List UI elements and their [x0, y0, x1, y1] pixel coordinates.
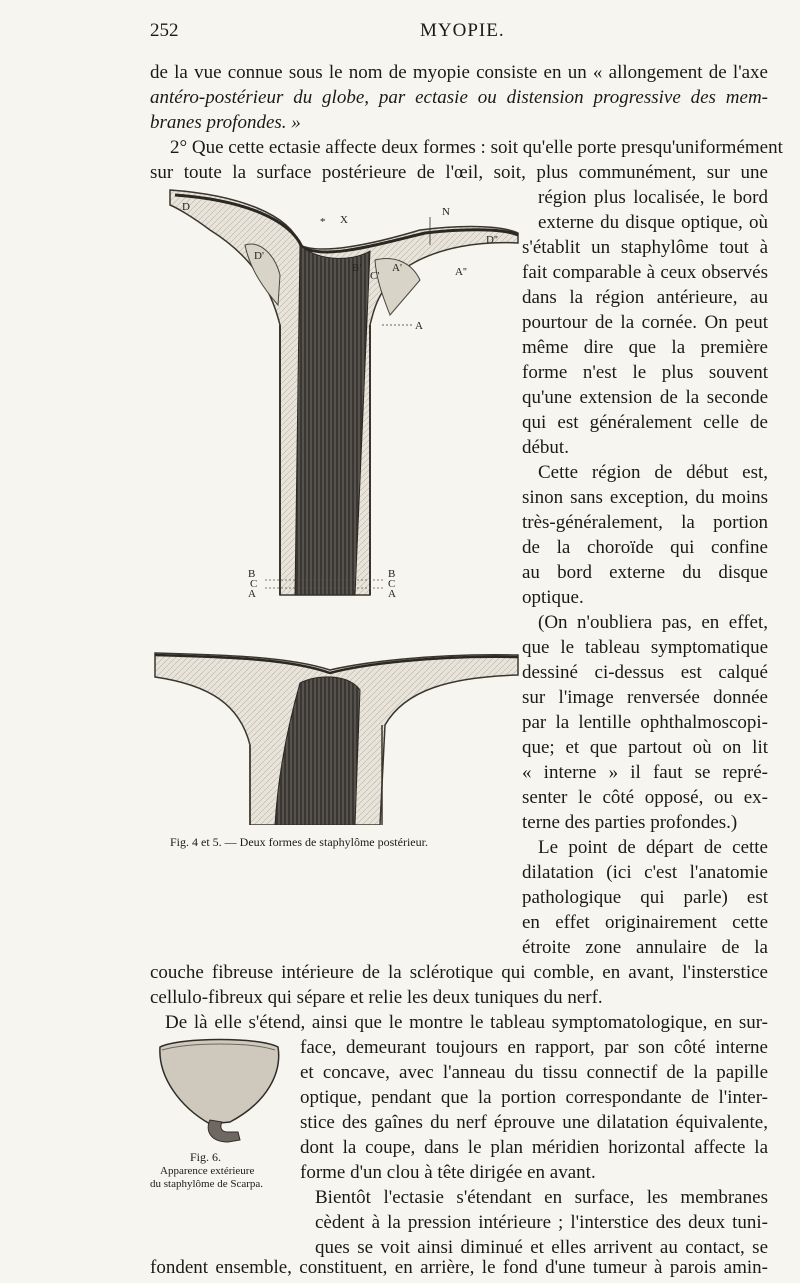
text-line: sur l'image renversée donnée: [522, 687, 768, 708]
text-line: dilatation (ici c'est l'anatomie: [522, 862, 768, 883]
label-c-prime: C': [370, 270, 380, 282]
text-line: région plus localisée, le bord: [538, 187, 768, 208]
text-line: dont la coupe, dans le plan méridien horizontal affecte la: [300, 1137, 768, 1158]
text-line: au bord externe du disque: [522, 562, 768, 583]
label-a-prime: A': [392, 262, 402, 274]
text-line: antéro-postérieur du globe, par ectasie ou distension progressive des mem-: [150, 87, 768, 108]
text-line: qu'une extension de la seconde: [522, 387, 768, 408]
label-star: *: [320, 216, 326, 228]
figure-6: [150, 1032, 290, 1147]
label-a-left: A: [248, 588, 256, 600]
text-line: s'établit un staphylôme tout à: [522, 237, 768, 258]
label-a-right-bottom: A: [388, 588, 396, 600]
running-title: MYOPIE.: [420, 20, 505, 41]
text-line: Le point de départ de cette: [538, 837, 768, 858]
text-line: dessiné ci-dessus est calqué: [522, 662, 768, 683]
label-c-right: C: [388, 578, 396, 590]
text-line: Cette région de début est,: [538, 462, 768, 483]
figure-6-caption-line-1: Apparence extérieure: [160, 1165, 255, 1177]
text-line: fondent ensemble, constituent, en arrière, le fond d'une tumeur à parois amin-: [150, 1257, 768, 1278]
label-d: D: [182, 201, 190, 213]
text-line: forme d'un clou à tête dirigée en avant.: [300, 1162, 596, 1183]
text-line: face, demeurant toujours en rapport, par son côté interne: [300, 1037, 768, 1058]
label-n: N: [442, 206, 450, 218]
text-line: (On n'oubliera pas, en effet,: [538, 612, 768, 633]
text-line: cellulo-fibreux qui sépare et relie les deux tuniques du nerf.: [150, 987, 603, 1008]
page-header: [150, 20, 770, 46]
label-x: X: [340, 214, 348, 226]
text-line: couche fibreuse intérieure de la sclérotique qui comble, en avant, l'insterstice: [150, 962, 768, 983]
text-line: et concave, avec l'anneau du tissu connectif de la papille: [300, 1062, 768, 1083]
text-line: début.: [522, 437, 569, 458]
text-line: optique.: [522, 587, 584, 608]
figure-4-5-caption: Fig. 4 et 5. — Deux formes de staphylôme postérieur.: [170, 835, 428, 849]
text-line: ques se voit ainsi diminué et elles arrivent au contact, se: [315, 1237, 768, 1258]
text-line: en effet originairement cette: [522, 912, 768, 933]
text-line: par la lentille ophthalmoscopi-: [522, 712, 768, 733]
figure-5-drawing: [155, 653, 518, 825]
label-b-prime: B': [352, 262, 362, 274]
text-line: branes profondes. »: [150, 112, 301, 133]
text-line: de la choroïde qui confine: [522, 537, 768, 558]
text-line: « interne » il faut se repré-: [522, 762, 768, 783]
text-line: même dire que la première: [522, 337, 768, 358]
text-line: 2° Que cette ectasie affecte deux formes : soit qu'elle porte presqu'uniformément: [170, 137, 783, 158]
page-number: 252: [150, 20, 179, 41]
text-line: de la vue connue sous le nom de myopie consiste en un « allongement de l'axe: [150, 62, 768, 83]
figure-4-5: [150, 185, 520, 825]
label-c-left: C: [250, 578, 258, 590]
text-line: que le tableau symptomatique: [522, 637, 768, 658]
text-line: optique, pendant que la portion correspondante de l'inter-: [300, 1087, 768, 1108]
figure-6-caption-title: Fig. 6.: [190, 1150, 222, 1164]
text-line: senter le côté opposé, ou ex-: [522, 787, 768, 808]
text-line: terne des parties profondes.): [522, 812, 738, 833]
text-line: pourtour de la cornée. On peut: [522, 312, 768, 333]
text-line: dans la région antérieure, au: [522, 287, 768, 308]
text-line: forme n'est le plus souvent: [522, 362, 768, 383]
text-line: sinon sans exception, du moins: [522, 487, 768, 508]
text-line: étroite zone annulaire de la: [522, 937, 768, 958]
label-a-double: A'': [455, 266, 467, 278]
label-a-right: A: [415, 320, 423, 332]
label-d-double: D'': [486, 234, 498, 246]
figure-6-caption-line-2: du staphylôme de Scarpa.: [150, 1178, 264, 1190]
text-line: De là elle s'étend, ainsi que le montre le tableau symptomatologique, en sur-: [165, 1012, 768, 1033]
label-d-prime: D': [254, 250, 264, 262]
text-line: que; et que partout où on lit: [522, 737, 768, 758]
text-line: pathologique qui parle) est: [522, 887, 768, 908]
text-line: externe du disque optique, où: [538, 212, 768, 233]
text-line: sur toute la surface postérieure de l'œil, soit, plus communément, sur une: [150, 162, 768, 183]
label-b-left: B: [248, 568, 256, 580]
text-line: fait comparable à ceux observés: [522, 262, 768, 283]
text-line: qui est généralement celle de: [522, 412, 768, 433]
text-line: Bientôt l'ectasie s'étendant en surface, les membranes: [315, 1187, 768, 1208]
figure-4-drawing: [170, 190, 518, 600]
label-b-right: B: [388, 568, 396, 580]
text-line: très-généralement, la portion: [522, 512, 768, 533]
text-line: stice des gaînes du nerf éprouve une dilatation équivalente,: [300, 1112, 768, 1133]
text-line: cèdent à la pression intérieure ; l'interstice des deux tuni-: [315, 1212, 768, 1233]
